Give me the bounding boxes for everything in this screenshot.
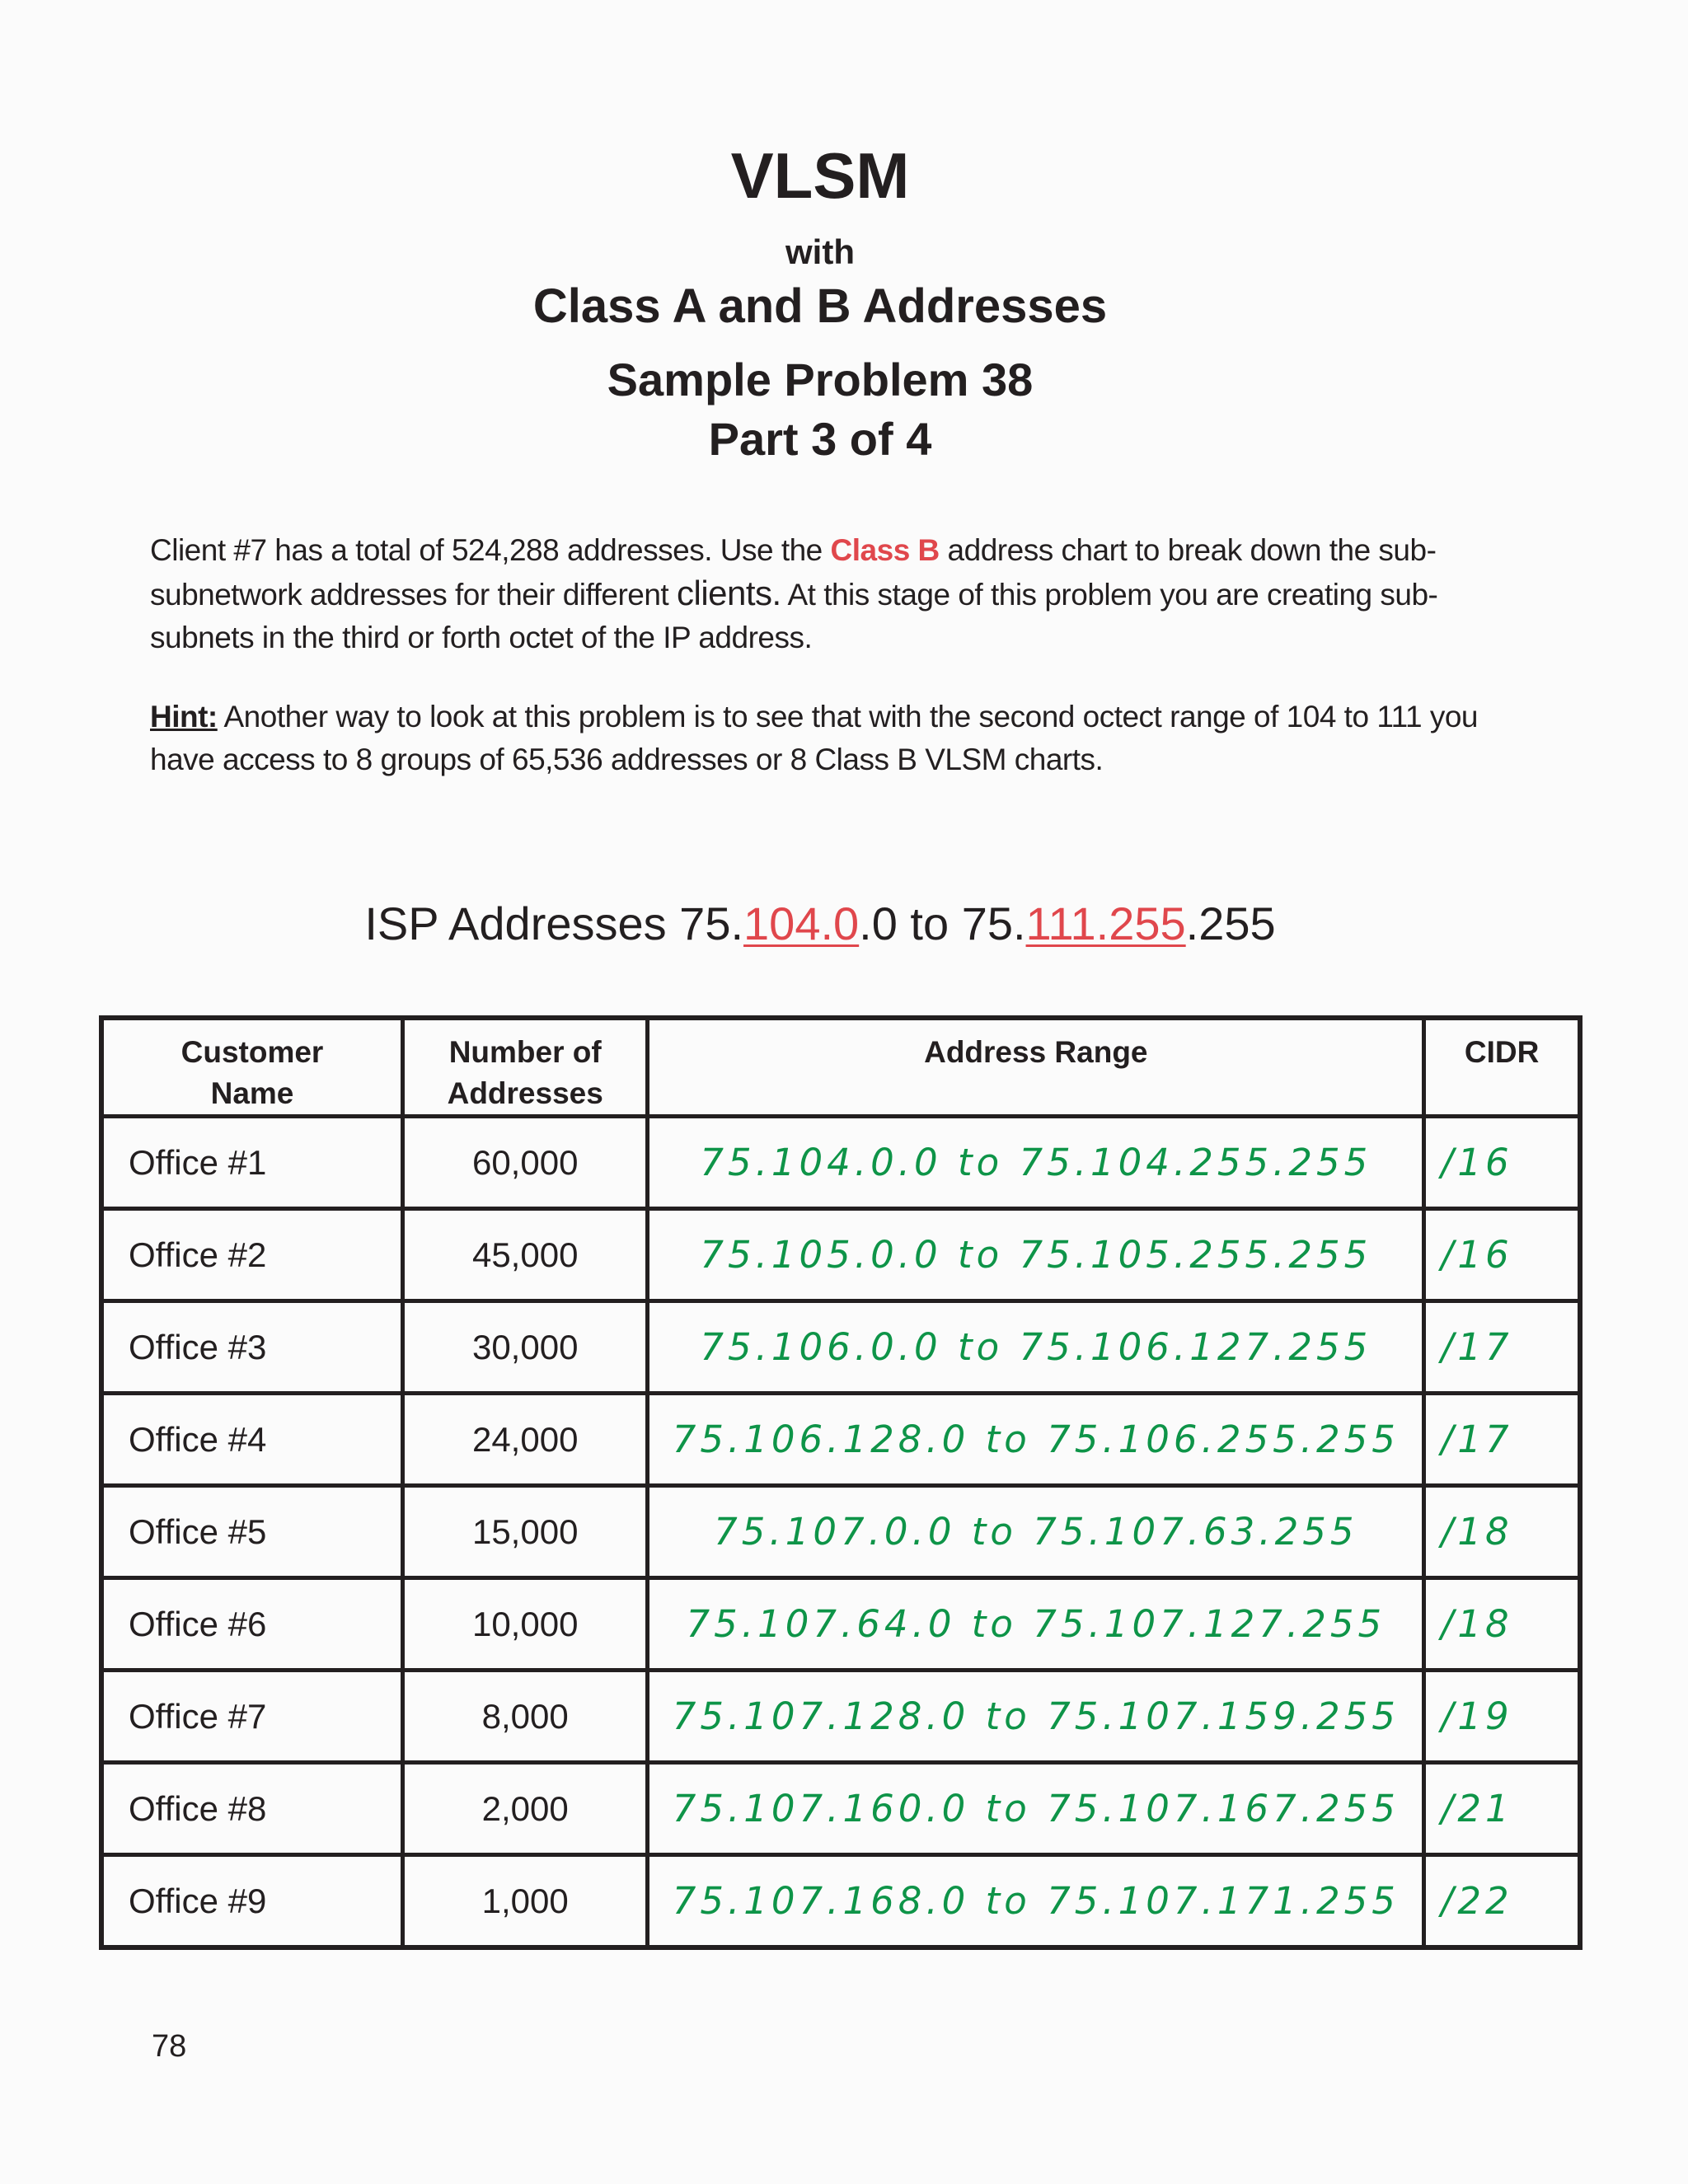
address-count: 45,000 — [402, 1209, 647, 1301]
table-row — [101, 1486, 1580, 1578]
customer-name: Office #7 — [101, 1671, 402, 1763]
hint-text: Another way to look at this problem is to see that with the second octect range of 104 to 111 you have access to 8 groups of 65,536 addresses or 8 Class B VLSM charts. — [150, 700, 1478, 776]
address-count: 15,000 — [402, 1486, 647, 1578]
intro-text-3: At this stage of this problem you are creating sub-subnets in the third or forth octet of the IP address. — [150, 578, 1438, 654]
cidr-value: /21 — [1424, 1763, 1580, 1855]
intro-text-2: address chart to break down the sub-subnetwork addresses for their different — [150, 533, 1437, 612]
isp-suffix: .255 — [1185, 898, 1276, 949]
customer-name: Office #5 — [101, 1486, 402, 1578]
address-range: 75.107.0.0 to 75.107.63.255 — [648, 1486, 1424, 1578]
address-range: 75.107.128.0 to 75.107.159.255 — [648, 1671, 1424, 1763]
clients-word: clients. — [677, 574, 781, 612]
page-title: VLSM — [730, 139, 910, 212]
address-range: 75.106.0.0 to 75.106.127.255 — [648, 1301, 1424, 1394]
table-row — [101, 1117, 1580, 1209]
isp-middle: .0 to 75. — [859, 898, 1026, 949]
header-address-range: Address Range — [648, 1018, 1424, 1117]
part-heading: Part 3 of 4 — [708, 413, 932, 465]
header-customer-line2: Name — [210, 1076, 294, 1110]
customer-name: Office #3 — [101, 1301, 402, 1394]
cidr-value: /18 — [1424, 1578, 1580, 1671]
address-range: 75.107.160.0 to 75.107.167.255 — [648, 1763, 1424, 1855]
address-range: 75.105.0.0 to 75.105.255.255 — [648, 1209, 1424, 1301]
header-number-line2: Addresses — [447, 1076, 603, 1110]
address-count: 10,000 — [402, 1578, 647, 1671]
address-count: 8,000 — [402, 1671, 647, 1763]
customer-name: Office #9 — [101, 1855, 402, 1948]
address-range: 75.107.64.0 to 75.107.127.255 — [648, 1578, 1424, 1671]
cidr-value: /22 — [1424, 1855, 1580, 1948]
header-number-line1: Number of — [448, 1035, 602, 1069]
hint-label: Hint: — [150, 700, 218, 733]
isp-prefix: ISP Addresses 75. — [364, 898, 744, 949]
table-row — [101, 1578, 1580, 1671]
address-count: 1,000 — [402, 1855, 647, 1948]
address-range: 75.104.0.0 to 75.104.255.255 — [648, 1117, 1424, 1209]
isp-address-range — [0, 897, 1640, 950]
cidr-value: /19 — [1424, 1671, 1580, 1763]
intro-paragraph — [150, 529, 1535, 659]
table-row — [101, 1855, 1580, 1948]
class-b-highlight: Class B — [830, 533, 940, 567]
isp-end-highlight: 111.255 — [1025, 898, 1186, 949]
title-with: with — [785, 232, 855, 271]
header-customer-name — [101, 1018, 402, 1117]
table-row — [101, 1209, 1580, 1301]
customer-name: Office #1 — [101, 1117, 402, 1209]
problem-heading: Sample Problem 38 — [607, 354, 1034, 405]
address-table — [99, 1015, 1582, 1950]
customer-name: Office #6 — [101, 1578, 402, 1671]
cidr-value: /17 — [1424, 1394, 1580, 1486]
address-count: 2,000 — [402, 1763, 647, 1855]
address-range: 75.106.128.0 to 75.106.255.255 — [648, 1394, 1424, 1486]
page-subtitle: Class A and B Addresses — [532, 279, 1108, 333]
customer-name: Office #4 — [101, 1394, 402, 1486]
customer-name: Office #2 — [101, 1209, 402, 1301]
address-count: 60,000 — [402, 1117, 647, 1209]
hint-paragraph — [150, 696, 1535, 781]
header-customer-line1: Customer — [181, 1035, 324, 1069]
isp-start-highlight: 104.0 — [743, 898, 860, 949]
address-count: 30,000 — [402, 1301, 647, 1394]
address-range: 75.107.168.0 to 75.107.171.255 — [648, 1855, 1424, 1948]
header-number-of-addresses — [402, 1018, 647, 1117]
header-cidr: CIDR — [1424, 1018, 1580, 1117]
table-row — [101, 1394, 1580, 1486]
cidr-value: /16 — [1424, 1117, 1580, 1209]
address-count: 24,000 — [402, 1394, 647, 1486]
table-row — [101, 1301, 1580, 1394]
table-row — [101, 1763, 1580, 1855]
table-header-row — [101, 1018, 1580, 1117]
cidr-value: /16 — [1424, 1209, 1580, 1301]
table-row — [101, 1671, 1580, 1763]
cidr-value: /17 — [1424, 1301, 1580, 1394]
cidr-value: /18 — [1424, 1486, 1580, 1578]
page-number: 78 — [152, 2029, 187, 2064]
intro-text-1: Client #7 has a total of 524,288 addresses. Use the — [150, 533, 831, 567]
customer-name: Office #8 — [101, 1763, 402, 1855]
